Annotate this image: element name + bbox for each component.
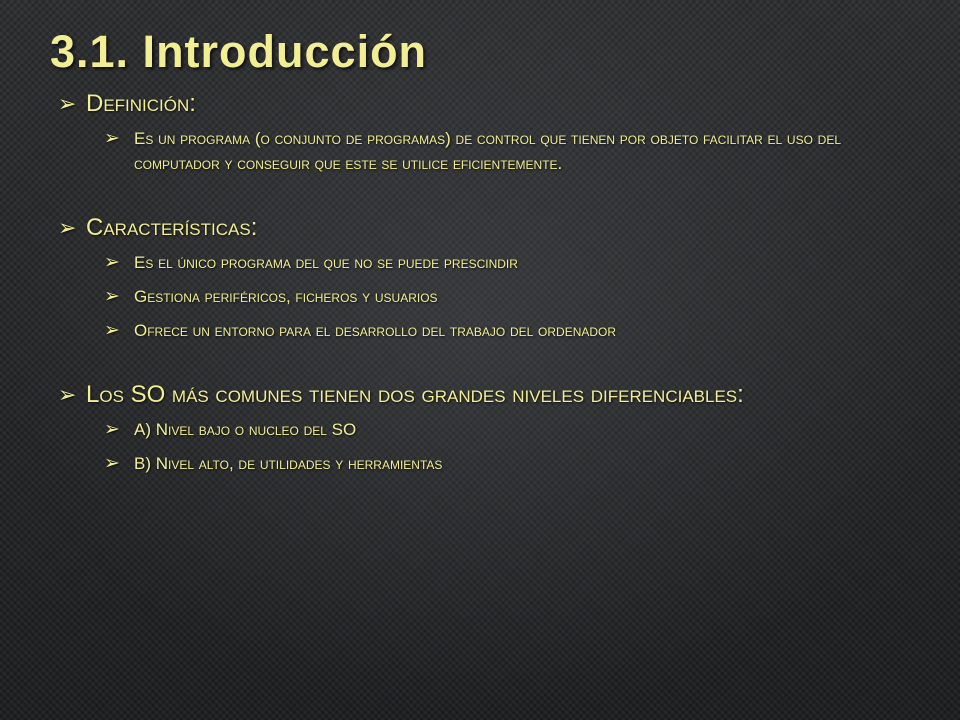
sub-bullet <box>104 284 908 309</box>
section-spacer <box>58 176 908 208</box>
sub-bullet-text: Es el único programa del que no se puede prescindir <box>134 253 518 272</box>
arrow-bullet-icon: ➢ <box>104 419 120 440</box>
slide-title: 3.1. Introducción <box>50 26 428 77</box>
arrow-bullet-icon: ➢ <box>104 128 120 149</box>
bullet-niveles <box>58 381 908 408</box>
sub-bullet <box>104 451 908 476</box>
sub-bullet <box>104 417 908 442</box>
arrow-bullet-icon: ➢ <box>104 453 120 474</box>
sub-bullet <box>104 250 908 275</box>
sub-bullet <box>104 318 908 343</box>
arrow-bullet-icon: ➢ <box>104 286 120 307</box>
sub-bullet-text: B) Nivel alto, de utilidades y herramientas <box>134 454 443 473</box>
bullet-heading: Los SO más comunes tienen dos grandes niveles diferenciables: <box>86 381 744 408</box>
arrow-bullet-icon: ➢ <box>104 252 120 273</box>
sub-bullet-text: A) Nivel bajo o nucleo del SO <box>134 420 357 439</box>
sub-bullet-text: Ofrece un entorno para el desarrollo del trabajo del ordenador <box>134 321 617 340</box>
sub-bullet <box>104 126 908 176</box>
arrow-bullet-icon: ➢ <box>104 320 120 341</box>
arrow-bullet-icon: ➢ <box>58 382 77 407</box>
bullet-heading: Características: <box>86 214 258 241</box>
bullet-caracteristicas <box>58 214 908 241</box>
sub-bullet-text: Gestiona periféricos, ficheros y usuarios <box>134 287 438 306</box>
sub-bullet-text: Es un programa (o conjunto de programas) de control que tienen por objeto facilitar el uso del computador y conseguir que este se utilice eficientemente. <box>134 129 841 173</box>
arrow-bullet-icon: ➢ <box>58 91 77 116</box>
arrow-bullet-icon: ➢ <box>58 215 77 240</box>
bullet-heading: Definición: <box>86 90 196 117</box>
section-spacer <box>58 343 908 375</box>
bullet-definicion <box>58 90 908 117</box>
slide-body <box>58 84 908 476</box>
